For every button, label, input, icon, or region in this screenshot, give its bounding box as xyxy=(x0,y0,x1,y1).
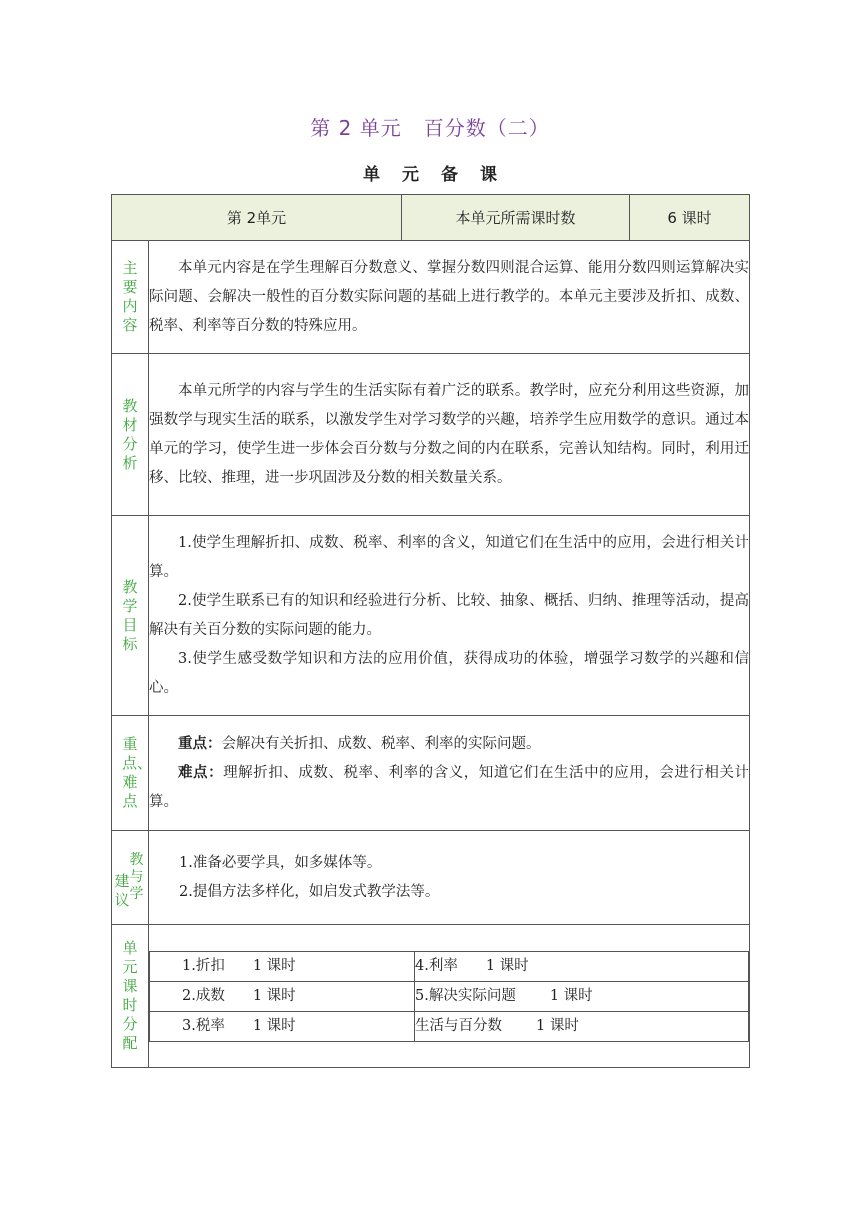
row-teaching-advice xyxy=(112,831,750,925)
goal-item: 2.使学生联系已有的知识和经验进行分析、比较、抽象、概括、归纳、推理等活动，提高解决有关百分数的实际问题的能力。 xyxy=(149,592,749,638)
main-content-text: 本单元内容是在学生理解百分数意义、掌握分数四则混合运算、能用分数四则运算解决实际问题、会解决一般性的百分数实际问题的基础上进行教学的。本单元主要涉及折扣、成数、税率、利率等百分数的特殊应用。 xyxy=(149,259,749,334)
allocation-topic: 2.成数 xyxy=(182,987,225,1004)
difficult-point-label: 难点： xyxy=(178,764,224,781)
key-point-text: 会解决有关折扣、成数、税率、利率的实际问题。 xyxy=(221,735,541,752)
advice-item: 1.准备必要学具，如多媒体等。 xyxy=(179,854,382,871)
row-teaching-goals xyxy=(112,516,750,716)
page-title xyxy=(0,112,860,141)
row-key-points xyxy=(112,716,750,831)
goal-item: 3.使学生感受数学知识和方法的应用价值，获得成功的体验，增强学习数学的兴趣和信心。 xyxy=(149,650,749,696)
allocation-topic: 生活与百分数 xyxy=(415,1017,502,1034)
label-teaching-goals: 教学目标 xyxy=(122,577,138,653)
material-analysis-text: 本单元所学的内容与学生的生活实际有着广泛的联系。教学时，应充分利用这些资源，加强数学与现实生活的联系，以激发学生对学习数学的兴趣，培养学生应用数学的意识。通过本单元的学习，使学生进一步体会百分数与分数之间的内在联系，完善认知结构。同时，利用迁移、比较、推理，进一步巩固涉及分数的相关数量关系。 xyxy=(149,382,749,486)
difficult-point xyxy=(149,759,749,817)
label-advice-a: 教与学 xyxy=(129,852,144,902)
allocation-hours: 1 课时 xyxy=(252,1017,296,1034)
advice-item: 2.提倡方法多样化，如启发式教学法等。 xyxy=(179,883,440,900)
row-material-analysis xyxy=(112,354,750,516)
header-hours-value: 6 课时 xyxy=(630,195,750,241)
allocation-hours: 1 课时 xyxy=(549,987,593,1004)
allocation-topic: 3.税率 xyxy=(182,1017,225,1034)
allocation-hours: 1 课时 xyxy=(252,987,296,1004)
label-advice-b: 建议 xyxy=(114,871,130,909)
allocation-topic: 1.折扣 xyxy=(182,957,225,974)
label-key-points: 重点、难点 xyxy=(122,735,153,810)
goal-item: 1.使学生理解折扣、成数、税率、利率的含义，知道它们在生活中的应用，会进行相关计算。 xyxy=(149,534,749,580)
header-row xyxy=(112,195,750,241)
allocation-hours: 1 课时 xyxy=(252,957,296,974)
page-subtitle: 单元备课 xyxy=(363,165,519,185)
allocation-topic: 5.解决实际问题 xyxy=(415,987,516,1004)
allocation-row xyxy=(150,981,749,1011)
key-point xyxy=(149,730,749,759)
allocation-list xyxy=(149,951,749,1042)
allocation-hours: 1 课时 xyxy=(485,957,529,974)
allocation-row xyxy=(150,1011,749,1041)
header-hours-label: 本单元所需课时数 xyxy=(402,195,630,241)
label-hour-allocation: 单元课时分配 xyxy=(122,939,138,1052)
label-main-content: 主要内容 xyxy=(122,259,138,334)
unit-plan-table xyxy=(111,194,750,1068)
allocation-topic: 4.利率 xyxy=(415,957,458,974)
allocation-row xyxy=(150,951,749,981)
row-hour-allocation xyxy=(112,925,750,1068)
header-unit: 第 2单元 xyxy=(112,195,402,241)
title-name: 百分数（二） xyxy=(423,116,550,140)
label-material-analysis: 教材分析 xyxy=(122,396,138,472)
difficult-point-text: 理解折扣、成数、税率、利率的含义，知道它们在生活中的应用，会进行相关计算。 xyxy=(149,764,750,810)
title-unit: 第 2 单元 xyxy=(310,116,402,140)
allocation-hours: 1 课时 xyxy=(536,1017,579,1034)
row-main-content xyxy=(112,241,750,354)
key-point-label: 重点： xyxy=(178,735,222,752)
